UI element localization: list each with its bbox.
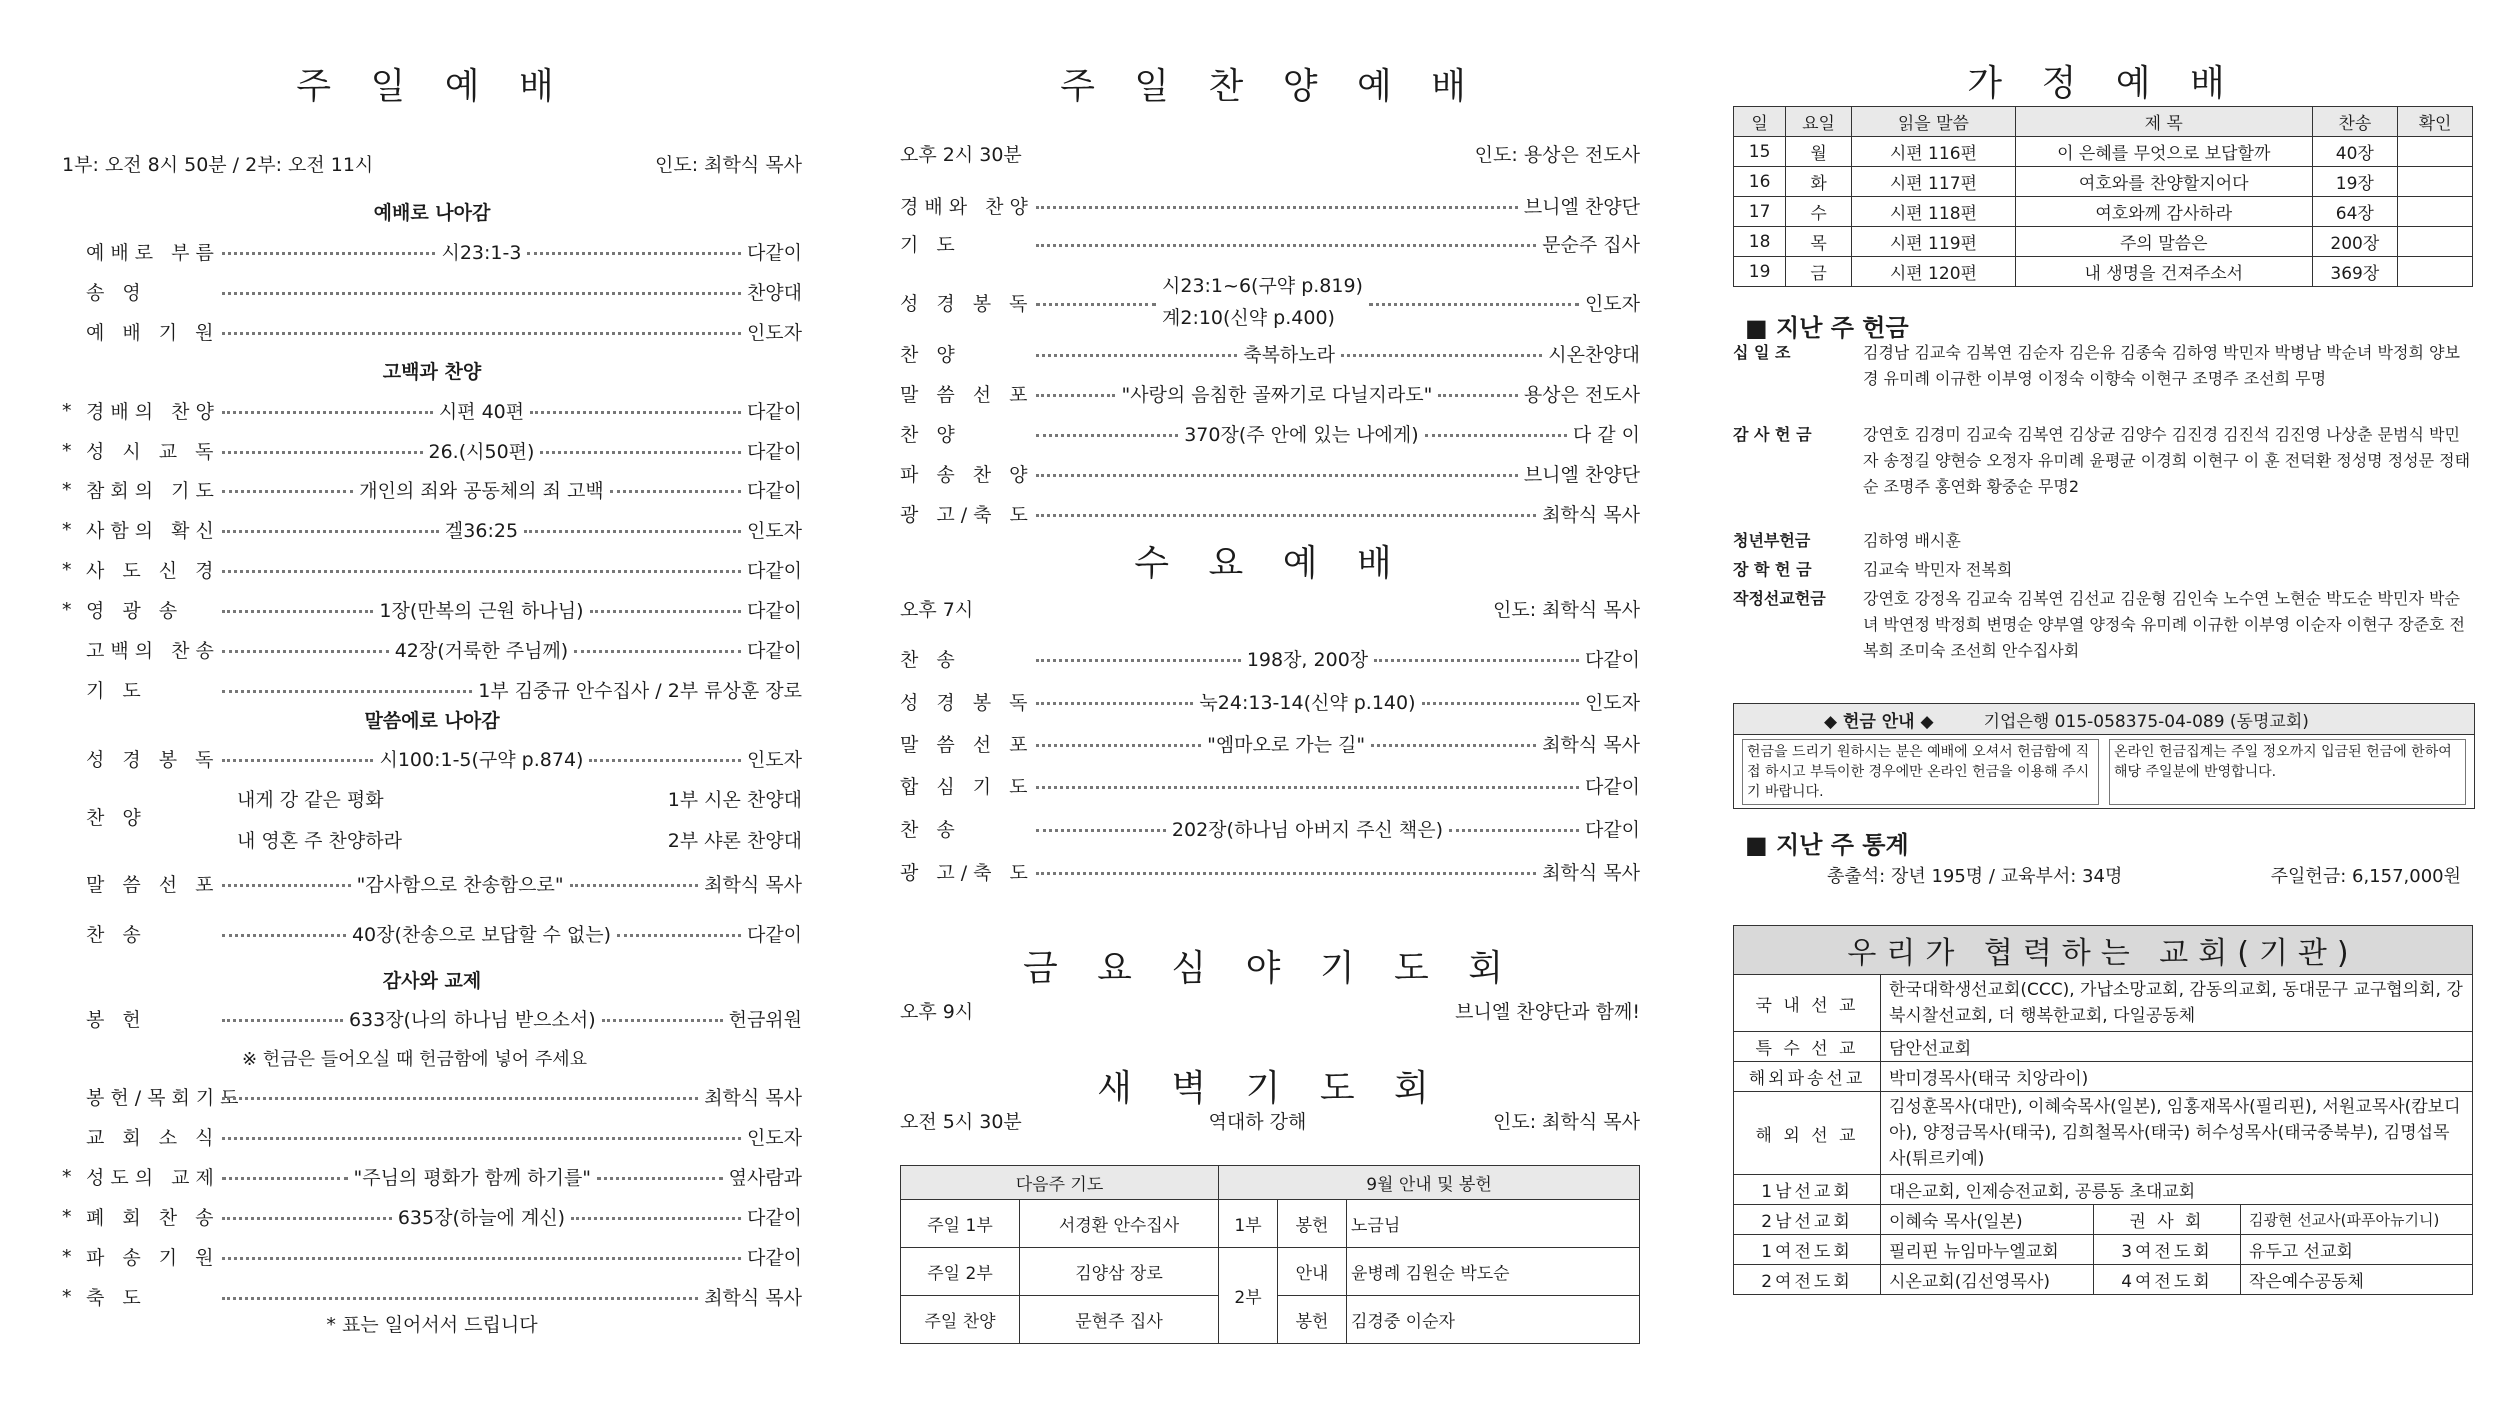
order-person: 인도자: [746, 520, 803, 542]
partner-key: 3여전도회: [2093, 1235, 2240, 1265]
family-table-cell: 40장: [2312, 137, 2397, 167]
check-cell[interactable]: [2398, 137, 2473, 167]
family-table-cell: 17: [1734, 197, 1786, 227]
stand-marker: *: [62, 1285, 72, 1308]
order-label: 찬 송: [900, 819, 961, 841]
offering-names: 김경남 김교숙 김복연 김순자 김은유 김종숙 김하영 박민자 박병남 박순녀 박정희 양보경 유미례 이규한 이부영 이정숙 이향숙 이현구 조명주 조선희 무명: [1863, 343, 2460, 388]
order-person: 다같이: [746, 242, 802, 264]
praise-1: 내게 강 같은 평화: [237, 789, 384, 811]
order-row: [900, 645, 1640, 672]
partner-key: 특 수 선 교: [1734, 1032, 1881, 1062]
partner-value: 한국대학생선교회(CCC), 가납소망교회, 감동의교회, 동대문구 교구협의회, 강북시찰선교회, 더 행복한교회, 다일공동체: [1881, 975, 2473, 1032]
order-row: [62, 1005, 802, 1032]
family-table-cell: 시편 119편: [1851, 227, 2015, 257]
service-time-line: [62, 150, 802, 177]
order-label: 성 경 봉 독: [86, 749, 220, 771]
order-person: 다같이: [1584, 649, 1641, 671]
praise-2: 내 영혼 주 찬양하라: [237, 830, 402, 852]
prayer-value: 문현주 집사: [1020, 1296, 1219, 1344]
standing-note: * 표는 일어서서 드립니다: [326, 1314, 538, 1336]
order-row: [62, 397, 802, 424]
order-label: 영 광 송: [86, 600, 184, 622]
service-times: 1부: 오전 8시 50분 / 2부: 오전 11시: [62, 154, 374, 176]
dawn-title: 새 벽 기 도 회: [1097, 1068, 1443, 1109]
order-person: 다같이: [746, 441, 802, 463]
stand-marker: *: [62, 518, 72, 541]
order-detail: "감사함으로 찬송함으로": [356, 874, 564, 896]
family-table-row: [1734, 257, 2473, 287]
order-detail: 시편 40편: [438, 401, 525, 423]
family-table-cell: 시편 120편: [1851, 257, 2015, 287]
section-approach: 예배로 나아감: [373, 202, 491, 224]
prayer-value: 김양삼 장로: [1020, 1248, 1219, 1296]
order-detail: 시23:1-3: [441, 242, 522, 264]
family-table-cell: 19: [1734, 257, 1786, 287]
family-table-header: 제 목: [2015, 107, 2312, 137]
order-person: 다같이: [746, 560, 802, 582]
september-head: 9월 안내 및 봉헌: [1219, 1166, 1640, 1200]
order-row: [900, 420, 1640, 447]
order-person: 최학식 목사: [1542, 734, 1641, 756]
order-detail: "주님의 평화가 함께 하기를": [353, 1167, 592, 1189]
order-row: [62, 1163, 802, 1190]
offering-type: 장 학 헌 금: [1733, 560, 1812, 579]
wednesday-leader: 인도: 최학식 목사: [1493, 599, 1640, 621]
order-label: 광 고/축 도: [900, 862, 1034, 884]
order-detail: 633장(나의 하나님 받으소서): [348, 1009, 596, 1031]
order-person: 인도자: [1584, 692, 1640, 714]
order-person: 최학식 목사: [704, 1287, 802, 1309]
stats-attendance: 총출석: 장년 195명 / 교육부서: 34명: [1827, 866, 2123, 887]
stand-marker: *: [62, 1165, 72, 1188]
reading-2: 계2:10(신약 p.400): [1162, 307, 1335, 329]
order-person: 다같이: [746, 640, 802, 662]
order-person: 1부 김중규 안수집사 / 2부 류상훈 장로: [478, 680, 802, 702]
order-person: 브니엘 찬양단: [1523, 196, 1640, 218]
reading-1: 시23:1~6(구약 p.819): [1162, 275, 1363, 297]
order-label: 파 송 기 원: [86, 1247, 220, 1269]
guide-right: 온라인 헌금집계는 주일 정오까지 입금된 헌금에 한하여 해당 주일분에 반영합니다.: [2109, 739, 2466, 805]
order-row: [900, 858, 1640, 885]
order-label: 말 씀 선 포: [900, 734, 1034, 756]
family-table-header: 일: [1734, 107, 1786, 137]
order-row: [62, 870, 802, 897]
family-table-cell: 화: [1786, 167, 1852, 197]
order-person: 인도자: [746, 322, 802, 344]
family-table-row: [1734, 167, 2473, 197]
offering-type: 청년부헌금: [1733, 531, 1811, 550]
family-table-row: [1734, 137, 2473, 167]
order-detail: 1장(만복의 근원 하나님): [379, 600, 584, 622]
stats-title: ■ 지난 주 통계: [1745, 831, 1909, 859]
order-detail: 시100:1-5(구약 p.874): [379, 749, 584, 771]
family-table-cell: 이 은혜를 무엇으로 보답할까: [2015, 137, 2312, 167]
order-person: 다같이: [746, 600, 802, 622]
family-table-cell: 18: [1734, 227, 1786, 257]
order-row: [62, 1203, 802, 1230]
friday-title: 금 요 심 야 기 도 회: [1022, 948, 1518, 989]
order-row: [62, 238, 802, 265]
order-person: 다같이: [1584, 776, 1640, 798]
order-row: [900, 500, 1640, 527]
order-label: 찬 양: [900, 424, 961, 446]
family-table-cell: 19장: [2312, 167, 2397, 197]
order-detail: 26.(시50편): [428, 441, 535, 463]
check-cell[interactable]: [2398, 227, 2473, 257]
family-worship-title: 가 정 예 배: [1967, 63, 2239, 104]
prayer-table: [900, 1165, 1640, 1344]
order-label: 예배로 부름: [86, 242, 220, 264]
order-row: [62, 1243, 802, 1270]
family-table-cell: 200장: [2312, 227, 2397, 257]
bank-account: 기업은행 015-058375-04-089 (동명교회): [1983, 711, 2309, 732]
order-row: [62, 278, 802, 305]
order-row: [900, 192, 1640, 219]
afternoon-worship-column: [900, 0, 1640, 1407]
praise-line-1: [237, 785, 802, 812]
order-detail: 개인의 죄와 공동체의 죄 고백: [359, 480, 604, 502]
check-cell[interactable]: [2398, 257, 2473, 287]
order-label: 고백의 찬송: [86, 640, 220, 662]
order-row: [900, 688, 1640, 715]
offering-row: [1733, 586, 2473, 664]
praise-leader: 인도: 용상은 전도사: [1474, 144, 1640, 166]
partner-key: 해외파송선교: [1734, 1062, 1881, 1092]
check-cell[interactable]: [2398, 167, 2473, 197]
partner-value: 작은예수공동체: [2240, 1265, 2472, 1295]
order-label: 교 회 소 식: [86, 1127, 220, 1149]
partner-value: 김성훈목사(대만), 이혜숙목사(일본), 임홍재목사(필리핀), 서원교목사(캄보디아), 양정금목사(태국), 김희철목사(태국) 허수성목사(태국중북부), 김명섭목사(튀르키예): [1881, 1092, 2473, 1175]
family-table-header: 읽을 말씀: [1851, 107, 2015, 137]
offering-row: [1733, 557, 2473, 583]
sep-value: 노금님: [1347, 1200, 1640, 1248]
offering-title: ■ 지난 주 헌금: [1745, 314, 1909, 342]
reading-row: [900, 270, 1640, 334]
stand-marker: *: [62, 399, 72, 422]
order-row: [900, 772, 1640, 799]
family-table-cell: 16: [1734, 167, 1786, 197]
partner-key: 4여전도회: [2093, 1265, 2240, 1295]
order-person: 인도자: [746, 749, 802, 771]
family-table-cell: 369장: [2312, 257, 2397, 287]
family-table-cell: 여호와를 찬양할지어다: [2015, 167, 2312, 197]
order-row: [900, 730, 1640, 757]
prayer-key: 주일 찬양: [901, 1296, 1020, 1344]
partner-value: 담안선교회: [1881, 1032, 2473, 1062]
section-thanks: 감사와 교제: [382, 970, 482, 992]
order-person: 다같이: [746, 480, 803, 502]
sep-part-2: 2부: [1219, 1248, 1278, 1344]
order-label: 참회의 기도: [86, 480, 220, 502]
order-row: [900, 380, 1640, 407]
order-detail: 40장(찬송으로 보답할 수 없는): [351, 924, 611, 946]
praise-1-by: 1부 시온 찬양대: [667, 789, 802, 811]
order-label: 성 경 봉 독: [900, 692, 1034, 714]
order-row: [62, 1123, 802, 1150]
order-row: [62, 636, 802, 663]
offering-names: 김교숙 박민자 전복희: [1863, 560, 2013, 579]
order-person: 최학식 목사: [704, 1087, 802, 1109]
sunday-worship-title: 주 일 예 배: [296, 66, 568, 107]
order-row: [62, 1283, 802, 1310]
service-leader: 인도: 최학식 목사: [655, 154, 802, 176]
wednesday-time: 오후 7시: [900, 599, 974, 621]
order-person: 다같이: [1584, 819, 1641, 841]
partner-key: 2남선교회: [1734, 1205, 1881, 1235]
sep-value: 윤병례 김원순 박도순: [1347, 1248, 1640, 1296]
order-person: 인도자: [746, 1127, 802, 1149]
reading-by: 인도자: [1584, 292, 1640, 315]
order-detail: 202장(하나님 아버지 주신 책은): [1171, 819, 1444, 841]
order-label: 폐 회 찬 송: [86, 1207, 220, 1229]
order-detail: 축복하노라: [1243, 344, 1335, 366]
reading-label: 성 경 봉 독: [900, 292, 1034, 315]
order-row: [900, 230, 1640, 257]
sep-part-1: 1부: [1219, 1200, 1278, 1248]
family-table-row: [1734, 197, 2473, 227]
praise-2-by: 2부 샤론 찬양대: [667, 830, 802, 852]
order-label: 성 시 교 독: [86, 441, 220, 463]
offering-names: 강연호 김경미 김교숙 김복연 김상균 김양수 김진경 김진석 김진영 나상춘 문범식 박민자 송정길 양현승 오정자 유미례 윤평균 이경희 이현구 이 훈 전덕환 정성명 정성문 정태순 조명주 홍연화 황중순 무명2: [1863, 425, 2471, 496]
order-detail: 198장, 200장: [1246, 649, 1369, 671]
guide-body: [1734, 735, 2474, 809]
dawn-time: 오전 5시 30분: [900, 1111, 1022, 1133]
order-person: 다같이: [746, 1207, 803, 1229]
family-table-cell: 금: [1786, 257, 1852, 287]
family-table-cell: 시편 117편: [1851, 167, 2015, 197]
family-table-row: [1734, 227, 2473, 257]
check-cell[interactable]: [2398, 197, 2473, 227]
order-detail: 370장(주 안에 있는 나에게): [1184, 424, 1419, 446]
praise-line-2: [237, 826, 802, 853]
guide-left: 헌금을 드리기 원하시는 분은 예배에 오셔서 헌금함에 직접 하시고 부득이한 경우에만 온라인 헌금을 이용해 주시기 바랍니다.: [1742, 739, 2099, 805]
order-row: [62, 920, 802, 947]
offering-names: 강연호 강정옥 김교숙 김복연 김선교 김운형 김인숙 노수연 노현순 박도순 박민자 박순녀 박연정 박정희 변명순 양부열 양정숙 유미례 이규한 이부영 이순자 이현구 장준호 전복희 조미숙 조선희 안수집사회: [1863, 589, 2465, 660]
family-table-cell: 시편 116편: [1851, 137, 2015, 167]
order-detail: 눅24:13-14(신약 p.140): [1199, 692, 1416, 714]
family-worship-column: [1733, 0, 2473, 1407]
stand-marker: *: [62, 1205, 72, 1228]
order-detail: 635장(하늘에 계신): [397, 1207, 566, 1229]
offering-guide-box: [1733, 703, 2475, 809]
order-row: [62, 676, 802, 703]
order-row: [62, 745, 802, 772]
order-detail: "엠마오로 가는 길": [1207, 734, 1366, 756]
offering-row: [1733, 340, 2473, 392]
order-row: [62, 1083, 802, 1110]
order-person: 헌금위원: [728, 1009, 803, 1031]
offering-type: 작정선교헌금: [1733, 589, 1826, 608]
order-label: 송 영: [86, 282, 147, 304]
offering-row: [1733, 528, 2473, 554]
order-person: 찬양대: [746, 282, 802, 304]
order-person: 다 같 이: [1572, 424, 1640, 446]
next-prayer-head: 다음주 기도: [901, 1166, 1219, 1200]
prayer-value: 서경환 안수집사: [1020, 1200, 1219, 1248]
order-person: 브니엘 찬양단: [1523, 464, 1640, 486]
order-label: 찬 양: [900, 344, 961, 366]
order-label: 사함의 확신: [86, 520, 220, 542]
family-table-cell: 목: [1786, 227, 1852, 257]
prayer-key: 주일 1부: [901, 1200, 1020, 1248]
order-person: 옆사람과: [728, 1167, 803, 1189]
sep-key: 안내: [1278, 1248, 1347, 1296]
order-detail: "사랑의 음침한 골짜기로 다닐지라도": [1121, 384, 1433, 406]
family-table-cell: 월: [1786, 137, 1852, 167]
order-person: 최학식 목사: [1542, 862, 1640, 884]
order-person: 최학식 목사: [704, 874, 802, 896]
order-person: 용상은 전도사: [1523, 384, 1640, 406]
section-confess: 고백과 찬양: [382, 361, 482, 383]
order-row: [900, 460, 1640, 487]
prayer-key: 주일 2부: [901, 1248, 1020, 1296]
guide-head: ◆ 헌금 안내 ◆: [1824, 711, 1934, 732]
sep-key: 봉헌: [1278, 1200, 1347, 1248]
order-label: 봉헌/목회기도: [86, 1087, 245, 1109]
partner-key: 2여전도회: [1734, 1265, 1881, 1295]
sunday-worship-column: [62, 0, 802, 1407]
order-label: 경배의 찬양: [86, 401, 220, 423]
offering-type: 십 일 조: [1733, 343, 1791, 362]
order-person: 다같이: [746, 401, 802, 423]
order-row: [62, 516, 802, 543]
partner-key: 1여전도회: [1734, 1235, 1881, 1265]
order-person: 다같이: [746, 1247, 802, 1269]
order-row: [62, 596, 802, 623]
stand-marker: *: [62, 598, 72, 621]
family-table-header: 확인: [2398, 107, 2473, 137]
sep-value: 김경중 이순자: [1347, 1296, 1640, 1344]
stand-marker: *: [62, 1245, 72, 1268]
praise-time-line: [900, 140, 1640, 167]
order-row: [62, 437, 802, 464]
family-table-header: 요일: [1786, 107, 1852, 137]
offering-type: 감 사 헌 금: [1733, 425, 1812, 444]
partner-key: 권 사 회: [2093, 1205, 2240, 1235]
partner-key: 1남선교회: [1734, 1175, 1881, 1205]
order-person: 다같이: [746, 924, 803, 946]
order-label: 찬 송: [86, 924, 147, 946]
wednesday-time-line: [900, 595, 1640, 622]
family-table-cell: 15: [1734, 137, 1786, 167]
praise-time: 오후 2시 30분: [900, 144, 1022, 166]
partner-value: 박미경목사(태국 치앙라이): [1881, 1062, 2473, 1092]
family-table-cell: 64장: [2312, 197, 2397, 227]
partner-key: 국 내 선 교: [1734, 975, 1881, 1032]
guide-head-row: [1734, 704, 2474, 735]
order-row: [62, 318, 802, 345]
stats-offering: 주일헌금: 6,157,000원: [2270, 866, 2461, 887]
order-person: 최학식 목사: [1542, 504, 1640, 526]
order-row: [900, 340, 1640, 367]
offering-note: ※ 헌금은 들어오실 때 헌금함에 넣어 주세요: [242, 1049, 588, 1070]
dawn-mid: 역대하 강해: [1208, 1111, 1307, 1133]
offering-row: [1733, 422, 2473, 500]
order-label: 파 송 찬 양: [900, 464, 1034, 486]
friday-line: [900, 997, 1640, 1024]
friday-time: 오후 9시: [900, 1001, 974, 1023]
order-label: 광 고/축 도: [900, 504, 1034, 526]
order-label: 봉 헌: [86, 1009, 147, 1031]
order-label: 합 심 기 도: [900, 776, 1034, 798]
family-table-cell: 주의 말씀은: [2015, 227, 2312, 257]
stand-marker: *: [62, 439, 72, 462]
partner-value: 시온교회(김선영목사): [1881, 1265, 2094, 1295]
order-label: 말 씀 선 포: [86, 874, 220, 896]
order-detail: 42장(거룩한 주님께): [394, 640, 569, 662]
order-label: 말 씀 선 포: [900, 384, 1034, 406]
order-label: 사 도 신 경: [86, 560, 220, 582]
order-row: [900, 815, 1640, 842]
order-label: 기 도: [86, 680, 147, 702]
praise-worship-title: 주 일 찬 양 예 배: [1060, 66, 1480, 107]
friday-note: 브니엘 찬양단과 함께!: [1455, 1001, 1640, 1023]
section-word: 말씀에로 나아감: [364, 710, 500, 732]
family-table-cell: 수: [1786, 197, 1852, 227]
partner-key: 해 외 선 교: [1734, 1092, 1881, 1175]
dawn-leader: 인도: 최학식 목사: [1493, 1111, 1640, 1133]
order-label: 기 도: [900, 234, 961, 256]
order-label: 축 도: [86, 1287, 147, 1309]
praise-label: 찬 양: [86, 807, 147, 829]
order-detail: 겔36:25: [444, 520, 519, 542]
family-table-cell: 여호와께 감사하라: [2015, 197, 2312, 227]
partner-title: 우리가 협력하는 교회(기관): [1734, 926, 2473, 975]
family-table-cell: 내 생명을 건져주소서: [2015, 257, 2312, 287]
order-label: 경배와 찬양: [900, 196, 1034, 218]
order-label: 찬 송: [900, 649, 961, 671]
partner-value: 필리핀 뉴임마누엘교회: [1881, 1235, 2094, 1265]
order-person: 문순주 집사: [1542, 234, 1640, 256]
stand-marker: *: [62, 478, 72, 501]
family-table-cell: 시편 118편: [1851, 197, 2015, 227]
order-label: 예 배 기 원: [86, 322, 220, 344]
partner-table: [1733, 925, 2473, 1295]
reading-refs: [1162, 270, 1363, 334]
partner-value: 이혜숙 목사(일본): [1881, 1205, 2094, 1235]
dawn-line: [900, 1107, 1640, 1134]
partner-value: 유두고 선교회: [2240, 1235, 2472, 1265]
sep-key: 봉헌: [1278, 1296, 1347, 1344]
offering-names: 김하영 배시훈: [1863, 531, 1961, 550]
wednesday-title: 수 요 예 배: [1134, 543, 1406, 584]
order-person: 시온찬양대: [1548, 344, 1640, 366]
stand-marker: *: [62, 558, 72, 581]
family-table-header: 찬송: [2312, 107, 2397, 137]
order-row: [62, 556, 802, 583]
order-row: [62, 476, 802, 503]
partner-value: 김광현 선교사(파푸아뉴기니): [2240, 1205, 2472, 1235]
family-worship-table: [1733, 106, 2473, 287]
order-label: 성도의 교제: [86, 1167, 220, 1189]
partner-value: 대은교회, 인제승전교회, 공릉동 초대교회: [1881, 1175, 2473, 1205]
